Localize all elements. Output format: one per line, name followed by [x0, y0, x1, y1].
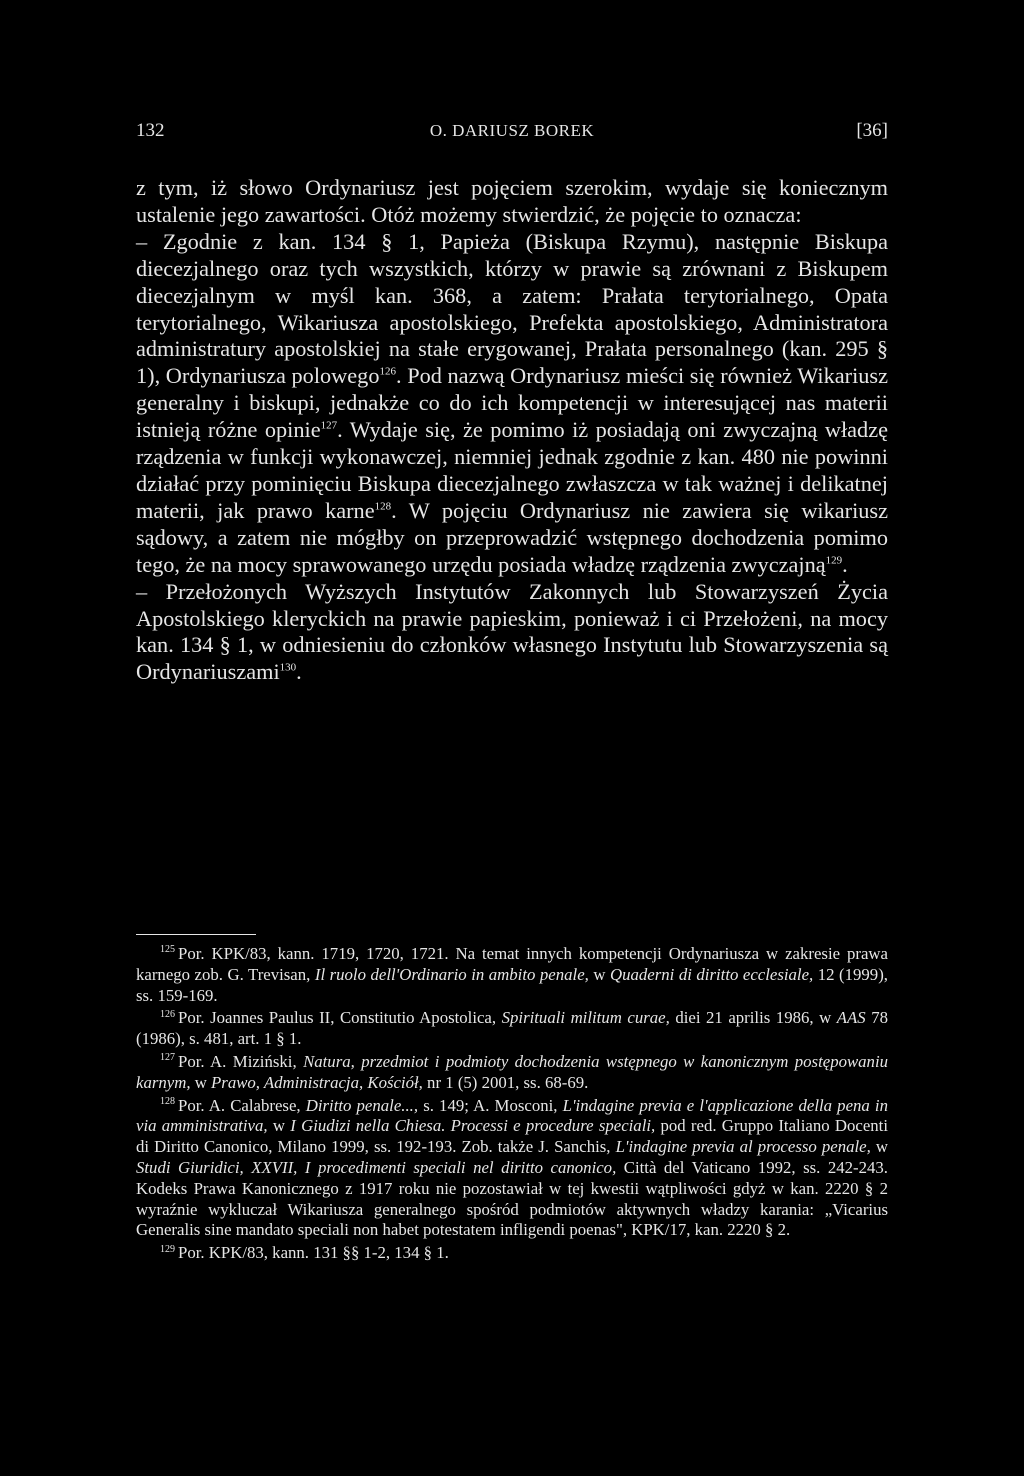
note-title: AAS [836, 1008, 866, 1028]
note-text: Città del Vaticano 1992, ss. 242-243. Kodeks Prawa Kanonicznego z 1917 roku nie pozostawiał w tej kwestii wątpliwości gdyż w kan. 2220 § 2 wyraźnie wykluczał Wikariusza generalnego spośród podmiotów aktywnych władzy karania: „Vicarius Generalis sine mandato speciali non habet potestatem infligendi poenas", KPK/17, kan. 2220 § 2. [136, 1157, 888, 1240]
note-text: 12 (1999), ss. 159-169. [136, 964, 888, 1005]
note-text: w [588, 964, 610, 984]
footnote-129 [136, 1243, 888, 1264]
text-span: – Zgodnie z kan. 134 § 1, Papieża (Biskupa Rzymu), następnie Biskupa diecezjalnego oraz tych wszystkich, którzy w prawie są zrównani z Biskupem diecezjalnym w myśl kan. 368, a zatem: Prałata terytorialnego, Opata terytorialnego, Wikariusza apostolskiego, Prefekta apostolskiego, Administratora administratury apostolskiej na stałe erygowanej, Prałata personalnego (kan. 295 § 1), Ordynariusza polowego [136, 228, 888, 389]
paragraph-intro: z tym, iż słowo Ordynariusz jest pojęciem szerokim, wydaje się koniecznym ustalenie jego zawartości. Otóż możemy stwierdzić, że pojęcie to oznacza: [136, 175, 888, 227]
note-title: Il ruolo dell'Ordinario in ambito penale, [314, 964, 589, 984]
main-text [136, 175, 888, 686]
footnote-number: 125 [160, 944, 175, 956]
text-span: – Przełożonych Wyższych Instytutów Zakonnych lub Stowarzyszeń Życia Apostolskiego kleryckich na prawie papieskim, ponieważ i ci Przełożeni, na mocy kan. 134 § 1, w odniesieniu do członków własnego Instytutu lub Stowarzyszenia są Ordynariuszami [136, 578, 888, 685]
paragraph-superiors [136, 579, 888, 687]
page-number: 132 [136, 120, 165, 141]
note-text: w [870, 1137, 888, 1157]
note-text: diei 21 aprilis 1986, w [669, 1008, 837, 1028]
footnote-number: 126 [160, 1008, 175, 1020]
footnote-127 [136, 1052, 888, 1094]
paragraph-ordinaries [136, 229, 888, 579]
footnote-ref-126[interactable]: 126 [379, 365, 396, 378]
text-span: . [296, 659, 302, 685]
note-title: Spirituali militum curae, [501, 1008, 670, 1028]
text-span: . W pojęciu Ordynariusz nie zawiera się wikariusz sądowy, a zatem nie mógłby on przeprowadzić wstępnego dochodzenia pomimo tego, że na mocy sprawowanego urzędu posiada władzę rządzenia zwyczajną [136, 497, 888, 577]
footnote-ref-129[interactable]: 129 [825, 554, 843, 567]
note-text: Por. A. Calabrese, [178, 1095, 306, 1115]
footnote-number: 128 [160, 1095, 175, 1107]
footnote-ref-130[interactable]: 130 [279, 661, 297, 674]
footnotes [136, 944, 888, 1266]
footnote-ref-127[interactable]: 127 [320, 419, 338, 432]
page-header [136, 116, 888, 146]
note-text: Por. KPK/83, kann. 131 §§ 1-2, 134 § 1. [178, 1243, 449, 1263]
footnote-number: 129 [160, 1243, 175, 1255]
footnote-128 [136, 1096, 888, 1242]
text-span: . [842, 551, 848, 577]
note-text: nr 1 (5) 2001, ss. 68-69. [422, 1072, 589, 1092]
note-title: L'indagine previa e l'applicazione della pena in via amministrativa, [136, 1095, 888, 1136]
note-title: Natura, przedmiot i podmioty dochodzenia wstępnego w kanonicznym postępowaniu karnym, [136, 1051, 889, 1092]
note-text: s. 149; A. Mosconi, [418, 1095, 563, 1115]
note-text: w [267, 1116, 291, 1136]
note-title: Prawo, Administracja, Kościół, [211, 1072, 423, 1092]
footnote-125 [136, 944, 888, 1006]
note-text: Por. KPK/83, kann. 1719, 1720, 1721. Na temat innych kompetencji Ordynariusza w zakresie prawa karnego zob. G. Trevisan, [136, 944, 888, 984]
note-text: Por. A. Miziński, [178, 1051, 304, 1071]
footnote-ref-128[interactable]: 128 [374, 500, 392, 513]
text-span: . Pod nazwą Ordynariusz mieści się również Wikariusz generalny i biskupi, jednakże co do ich kompetencji w interesującej nas materii istnieją różne opinie [136, 363, 889, 443]
note-title: I Giudizi nella Chiesa. Processi e procedure speciali, [290, 1116, 656, 1136]
note-text: pod red. Gruppo Italiano Docenti di Diritto Canonico, Milano 1999, ss. 192-193. Zob. także J. Sanchis, [136, 1116, 888, 1157]
footnote-separator [136, 934, 256, 935]
running-head-author: O. DARIUSZ BOREK [429, 121, 595, 140]
note-title: L'indagine previa al processo penale, [615, 1137, 871, 1157]
note-text: w [190, 1072, 212, 1092]
text-span: . Wydaje się, że pomimo iż posiadają oni zwyczajną władzę rządzenia w funkcji wykonawczej, niemniej jednak zgodnie z kan. 480 nie powinni działać przy pominięciu Biskupa diecezjalnego zwłaszcza w tak ważnej i delikatnej materii, jak prawo karne [136, 417, 888, 523]
note-title: Studi Giuridici, XXVII, I procedimenti speciali nel diritto canonico, [136, 1157, 617, 1177]
footnote-number: 127 [160, 1052, 175, 1064]
note-title: Quaderni di diritto ecclesiale, [610, 964, 814, 984]
note-title: Diritto penale..., [305, 1095, 419, 1115]
note-text: Por. Joannes Paulus II, Constitutio Apostolica, [178, 1008, 502, 1028]
section-number: [36] [856, 120, 888, 141]
footnote-126 [136, 1008, 888, 1050]
note-text: 78 (1986), s. 481, art. 1 § 1. [136, 1008, 888, 1049]
